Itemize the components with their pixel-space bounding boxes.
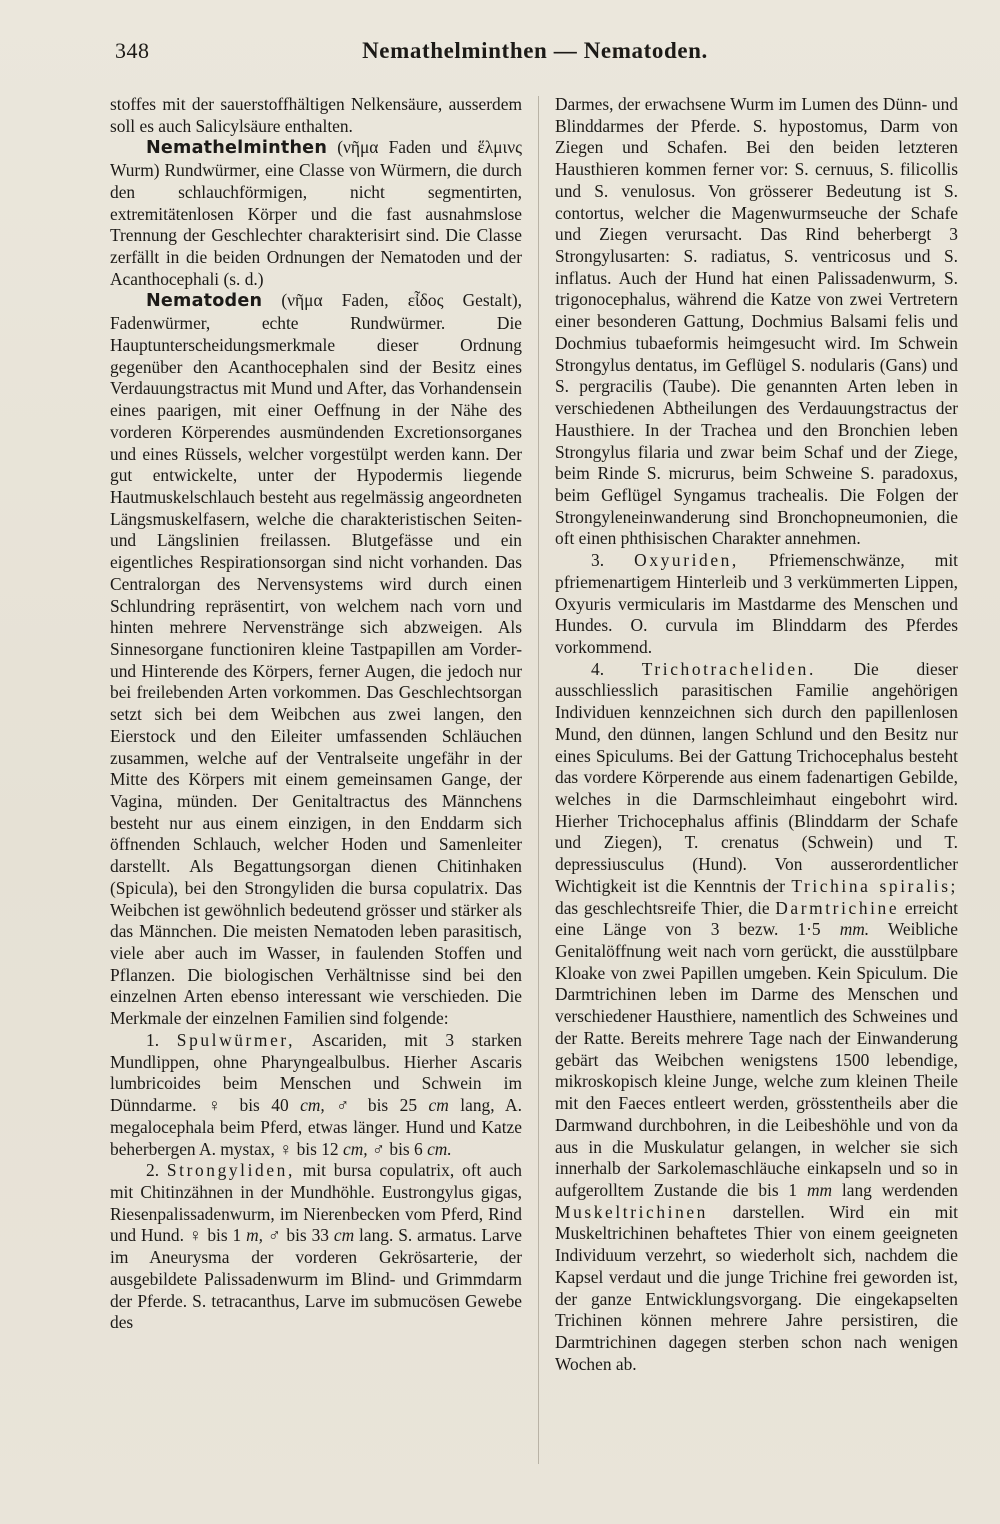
- body-text: ♂ bis 33: [267, 1225, 329, 1246]
- column-divider: [538, 96, 539, 1464]
- paragraph-continuation: Darmes, der erwachsene Wurm im Lumen des Dünn- und Blinddarmes der Pferde. S. hypostomus, Darm von Ziegen und Schafen. Bei den beiden letzteren Hausthieren kommen ferner vor: S. cernuus, S. filicollis und S. venulosus. Von grösserer Bedeutung ist S. contortus, welcher die Magenwurmseuche der Schafe und Ziegen verursacht. Das Rind beherbergt 3 Strongylusarten: S. radiatus, S. ventricosus und S. inflatus. Auch der Hund hat einen Palissadenwurm, S. trigonocephalus, während die Katze von zwei Vertretern einer besonderen Gattung, Dochmius Balsami felis und Dochmius tubaeformis heimgesucht wird. Im Schwein Strongylus dentatus, im Geflügel S. nodularis (Gans) und S. pergracilis (Taube). Die genannten Arten leben in verschiedenen Abtheilungen des Verdauungstractus der Hausthiere. In der Trachea und den Bronchien leben Strongylus filaria und zwar beim Schaf und der Ziege, beim Rinde S. micrurus, beim Schweine S. paradoxus, beim Geflügel Syngamus trachealis. Die Folgen der Strongyleneinwanderung sind Bronchopneumonien, die oft einen phthisischen Charakter annehmen.: [555, 94, 958, 549]
- right-column: [555, 94, 958, 1375]
- entry-nematoden: [110, 290, 522, 1029]
- family-strongyliden: [110, 1160, 522, 1334]
- family-name: Trichotracheliden.: [641, 658, 816, 679]
- family-number: 4.: [591, 658, 605, 679]
- entry-term: Nematoden: [146, 291, 263, 312]
- family-number: 3.: [591, 550, 605, 571]
- body-text: Ascariden, mit 3 starken Mundlippen, ohne Pharyngealbulbus. Hierher Ascaris lumbricoides beim Menschen und Schwein im Dünndarme. ♀ bis 40: [110, 1029, 523, 1116]
- family-number: 2.: [146, 1160, 160, 1181]
- unit-text: cm: [428, 1095, 449, 1116]
- page-number: 348: [115, 38, 150, 63]
- unit-text: m,: [246, 1225, 264, 1246]
- body-text: ♂ bis 6: [371, 1138, 423, 1159]
- unit-text: mm.: [839, 919, 870, 940]
- family-name: Spulwürmer,: [176, 1029, 296, 1050]
- entry-term: Nemathelminthen: [146, 138, 328, 159]
- unit-text: cm,: [342, 1138, 368, 1159]
- family-name: Strongyliden,: [166, 1160, 295, 1181]
- body-text: Weibliche Genitalöffnung weit nach vorn gerückt, die ausstülpbare Kloake von zwei Papillen umgeben. Kein Spiculum. Die Darmtrichinen leben im Darme des Menschen und verschiedener Hausthiere, namentlich des Schweines und der Ratte. Bereits mehrere Tage nach der Einwanderung gebärt das Weibchen wenigstens 1500 lebendige, mikroskopisch kleine Junge, welche zum kleinen Theile mit den Faeces entleert werden, grösstentheils aber die Darmwand durchbohren, in die Leibeshöhle und von da aus in die Muskulatur gelangen, in welcher sie sich innerhalb der Sarkolemaschläuche einkapseln und so in aufgerolltem Zustande die bis 1: [555, 919, 958, 1200]
- spaced-term: Muskeltrichinen: [555, 1201, 708, 1222]
- unit-text: cm.: [427, 1138, 452, 1159]
- family-name: Oxyuriden,: [634, 550, 739, 571]
- body-text: Die dieser ausschliesslich parasitischen Familie angehörigen Individuen kennzeichnen sich durch den papillenlosen Mund, den dünnen, langen Schlund und den Besitz nur eines Spiculums. Bei der Gattung Trichocephalus besteht das vordere Körperende aus einem fadenartigen Gebilde, welches in die Darmschleimhaut eingebohrt wird. Hierher Trichocephalus affinis (Blinddarm der Schafe und Ziegen), T. crenatus (Schwein) und T. depressiusculus (Hund). Von ausserordentlicher Wichtigkeit ist die Kenntnis der: [555, 658, 958, 896]
- body-text: erreicht eine Länge von 3 bezw. 1·5: [555, 897, 958, 940]
- family-spulwuermer: [110, 1030, 522, 1160]
- body-text: darstellen. Wird ein mit Muskeltrichinen behaftetes Thier von einem geeigneten Individuum verzehrt, so wiederholt sich, nachdem die Kapsel verdaut und die junge Trichine frei geworden ist, der ganze Entwicklungsvorgang. Die eingekapselten Trichinen können mehrere Jahre persistiren, die Darmtrichinen dagegen sterben schon nach wenigen Wochen ab.: [555, 1201, 958, 1374]
- spaced-term: Trichina spiralis;: [791, 875, 958, 896]
- body-text: ♂ bis 25: [336, 1095, 418, 1116]
- paragraph-continuation: stoffes mit der sauerstoffhältigen Nelkensäure, ausserdem soll es auch Salicylsäure enthalten.: [110, 94, 522, 136]
- spaced-term: Darmtrichine: [775, 897, 900, 918]
- body-text: lang. S. armatus. Larve im Aneurysma der vorderen Gekrösarterie, der ausgebildete Palissadenwurm im Blind- und Grimmdarm der Pferde. S. tetracanthus, Larve im submucösen Gewebe des: [110, 1225, 522, 1333]
- body-text: das geschlechtsreife Thier, die: [555, 897, 770, 918]
- body-text: Pfriemenschwänze, mit pfriemenartigem Hinterleib und 3 verkümmerten Lippen, Oxyuris vermicularis im Mastdarme des Menschen und Hundes. O. curvula im Blinddarm des Pferdes vorkommend.: [555, 550, 958, 657]
- body-text: mit bursa copulatrix, oft auch mit Chitinzähnen in der Mundhöhle. Eustrongylus gigas, Riesenpalissadenwurm, im Nierenbecken vom Pferd, Rind und Hund. ♀ bis 1: [110, 1160, 523, 1246]
- body-text: lang werdenden: [841, 1179, 958, 1200]
- unit-text: cm: [333, 1225, 355, 1246]
- entry-nemathelminthen: [110, 137, 522, 290]
- unit-text: cm,: [300, 1095, 325, 1116]
- unit-text: mm: [806, 1179, 833, 1200]
- entry-text: (νῆμα Faden und ἕλμινς Wurm) Rundwürmer, eine Classe von Würmern, die durch den schlauchförmigen, nicht segmentirten, extremitätenlosen Körper und die fast ausnahmslose Trennung der Geschlechter charakterisirt sind. Die Classe zerfällt in die beiden Ordnungen der Nematoden und der Acanthocephali (s. d.): [110, 137, 522, 289]
- family-number: 1.: [146, 1029, 160, 1050]
- left-column: [110, 94, 522, 1334]
- body-text: lang, A. megalocephala beim Pferd, etwas länger. Hund und Katze beherbergen A. mystax, ♀ bis 12: [110, 1095, 522, 1159]
- family-oxyuriden: [555, 550, 958, 659]
- page-header: [115, 38, 955, 74]
- entry-text: (νῆμα Faden, εἶδος Gestalt), Fadenwürmer, echte Rundwürmer. Die Hauptunterscheidungsmerkmale dieser Ordnung gegenüber den Acanthocephalen sind der Besitz eines Verdauungstractus mit Mund und After, das Vorhandensein eines paarigen, mit einer Oeffnung in der Nähe des vorderen Körperendes ausmündenden Excretionsorganes und eines Rüssels, welcher vorgestülpt werden kann. Der gut entwickelte, unter der Hypodermis liegende Hautmuskelschlauch besteht aus regelmässig angeordneten Längsmuskelfasern, welche die charakteristischen Seiten- und Längslinien freilassen. Blutgefässe und ein eigentliches Respirationsorgan sind nicht vorhanden. Das Centralorgan des Nervensystems wird durch einen Schlundring repräsentirt, von welchem nach vorn und hinten mehrere Nervenstränge sich abzweigen. Als Sinnesorgane functioniren kleine Tastpapillen am Vorder- und Hinterende des Körpers, ferner Augen, die jedoch nur bei freilebenden Arten vorkommen. Das Geschlechtsorgan setzt sich bei dem Weibchen aus zwei langen, den Eierstock und den Eileiter umfassenden Schläuchen zusammen, welche auf der Ventralseite ungefähr in der Mitte des Körpers mit einem gemeinsamen Gange, der Vagina, münden. Der Genitaltractus des Männchens besteht nur aus einem einzigen, in den Enddarm sich öffnenden Schlauch, welcher Hoden und Samenleiter darstellt. Als Begattungsorgan dienen Chitinhaken (Spicula), bei den Strongyliden die bursa copulatrix. Das Weibchen ist gewöhnlich bedeutend grösser und stärker als das Männchen. Die meisten Nematoden leben parasitisch, viele aber auch im Wasser, in faulenden Stoffen und Pflanzen. Die biologischen Verhältnisse sind bei den einzelnen Arten ebenso interessant wie verschieden. Die Merkmale der einzelnen Familien sind folgende:: [110, 290, 522, 1029]
- running-title: Nemathelminthen — Nematoden.: [362, 38, 708, 63]
- family-trichotracheliden: [555, 659, 958, 1376]
